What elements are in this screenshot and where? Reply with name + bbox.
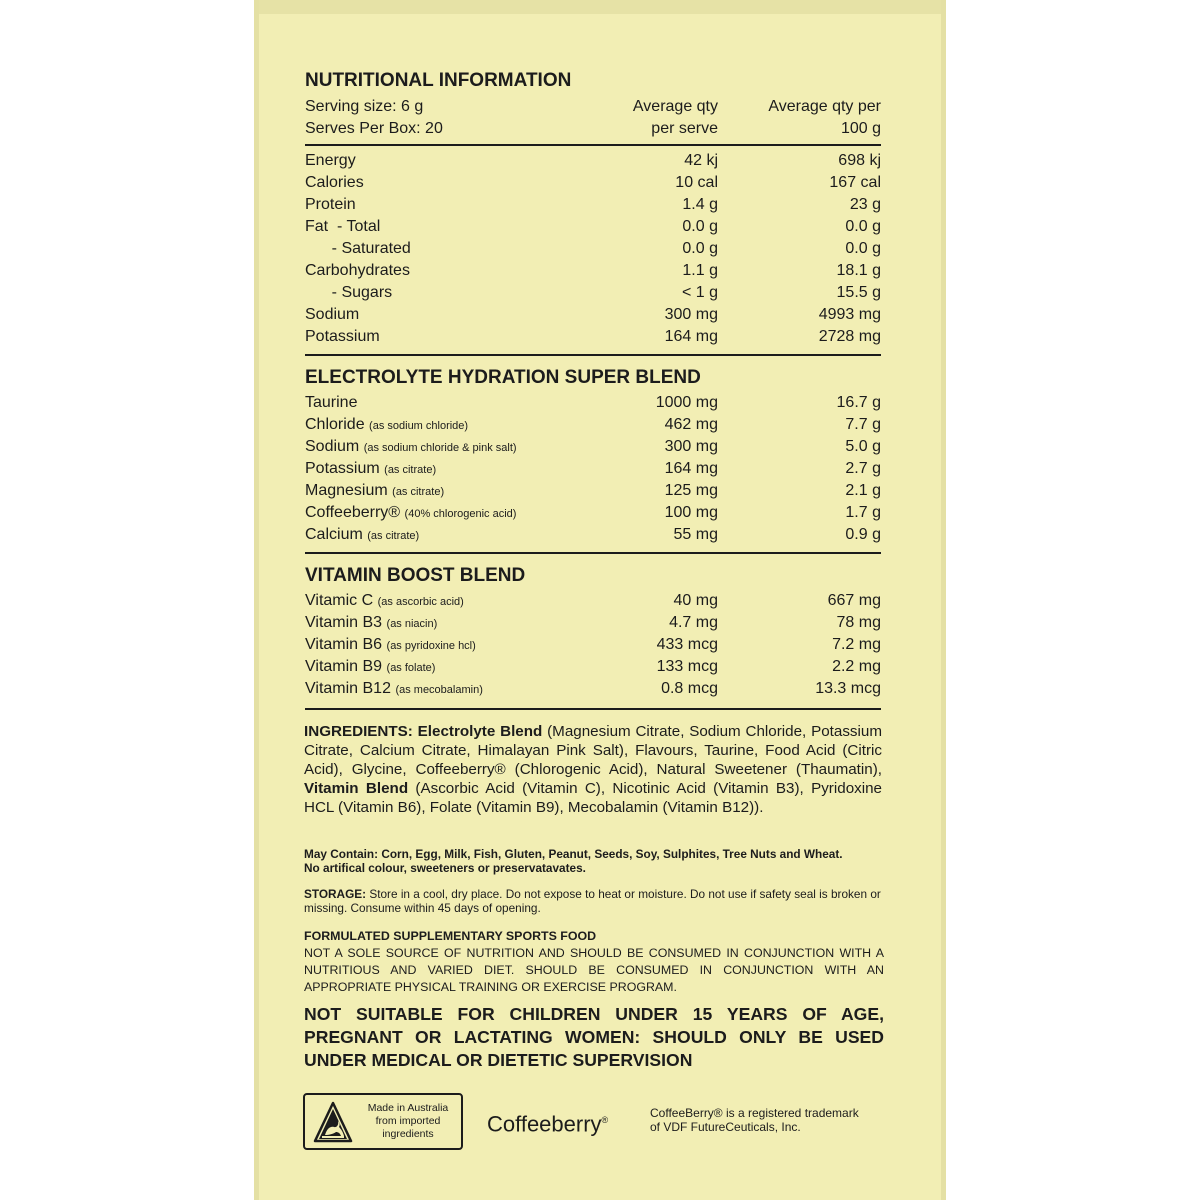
row-label (305, 524, 419, 547)
table-row (305, 480, 881, 502)
row-label (305, 480, 444, 503)
row-per-serve: 300 mg (664, 306, 718, 323)
row-label-text: Sodium (305, 306, 360, 323)
row-label-text: Taurine (305, 394, 358, 411)
row-per-100g: 18.1 g (836, 262, 881, 279)
row-per-serve: 1.4 g (682, 196, 718, 213)
storage-text: Store in a cool, dry place. Do not expose to heat or moisture. Do not use if safety seal is broken or missing. Consume within 45 days of opening. (304, 887, 881, 915)
row-per-100g: 5.0 g (845, 438, 881, 455)
table-row (305, 282, 881, 304)
made-in-line-3: ingredients (382, 1128, 434, 1140)
row-label (305, 656, 435, 679)
divider (305, 354, 881, 356)
row-per-100g: 2.7 g (845, 460, 881, 477)
row-per-100g: 15.5 g (836, 284, 881, 301)
table-row (305, 150, 881, 172)
row-per-100g: 7.7 g (845, 416, 881, 433)
trademark-line-2: of VDF FutureCeuticals, Inc. (650, 1120, 801, 1134)
row-label-note: (as pyridoxine hcl) (386, 640, 476, 652)
row-label-note: (40% chlorogenic acid) (404, 508, 517, 520)
made-in-line-1: Made in Australia (367, 1102, 449, 1114)
row-label-text: Carbohydrates (305, 262, 410, 279)
row-per-serve: 42 kj (684, 152, 718, 169)
divider (305, 552, 881, 554)
table-row (305, 326, 881, 348)
row-label-text: Calcium (305, 526, 363, 543)
col-per-serve-header-1: Average qty (632, 98, 718, 115)
row-per-serve: 1000 mg (655, 394, 718, 411)
row-label-text: Fat - Total (305, 218, 381, 235)
electrolyte-title: ELECTROLYTE HYDRATION SUPER BLEND (305, 367, 701, 388)
col-per-100g-header-2: 100 g (840, 120, 881, 137)
row-per-100g: 1.7 g (845, 504, 881, 521)
table-row (305, 172, 881, 194)
divider (305, 144, 881, 146)
row-per-100g: 78 mg (836, 614, 881, 631)
row-label (305, 216, 380, 238)
table-row (305, 238, 881, 260)
table-row (305, 590, 881, 612)
table-row (305, 634, 881, 656)
row-per-100g: 167 cal (829, 174, 881, 191)
table-row (305, 194, 881, 216)
row-label-text: Magnesium (305, 482, 388, 499)
box-right-edge (941, 0, 946, 1200)
row-per-serve: 0.0 g (682, 240, 718, 257)
row-per-100g: 2.1 g (845, 482, 881, 499)
row-label (305, 238, 411, 260)
formulated-text: NOT A SOLE SOURCE OF NUTRITION AND SHOULD BE CONSUMED IN CONJUNCTION WITH A NUTRITIOUS AND VARIED DIET. SHOULD BE CONSUMED IN CONJUNCTION WITH AN APPROPRIATE PHYSICAL TRAINING OR EXERCISE PROGRAM. (304, 946, 884, 994)
row-per-100g: 667 mg (827, 592, 881, 609)
warning-text: NOT SUITABLE FOR CHILDREN UNDER 15 YEARS OF AGE, PREGNANT OR LACTATING WOMEN: SHOULD ONLY BE USED UNDER MEDICAL OR DIETETIC SUPERVISION (304, 1004, 884, 1070)
electrolyte-blend-text: (Magnesium Citrate, Sodium Chloride, Potassium Citrate, Calcium Citrate, Himalayan Pink Salt), Flavours, Taurine, Food Acid (Citric Acid), Glycine, Coffeeberry® (Chlorogenic Acid), Natural Sweetener (Thaumatin), (304, 723, 882, 778)
row-per-serve: 433 mcg (656, 636, 718, 653)
table-row (305, 414, 881, 436)
row-label-text: Calories (305, 174, 364, 191)
row-per-serve: 0.8 mcg (661, 680, 718, 697)
row-per-serve: 55 mg (673, 526, 718, 543)
table-row (305, 458, 881, 480)
row-per-100g: 2728 mg (818, 328, 881, 345)
row-label-note: (as citrate) (384, 464, 437, 476)
col-per-100g-header-1: Average qty per (768, 98, 881, 115)
trademark-notice (650, 1106, 859, 1134)
row-per-100g: 16.7 g (836, 394, 881, 411)
table-row (305, 436, 881, 458)
storage-heading: STORAGE: (304, 887, 367, 901)
ingredients-paragraph (304, 722, 882, 817)
row-label-note: (as sodium chloride & pink salt) (363, 442, 517, 454)
row-per-serve: 0.0 g (682, 218, 718, 235)
row-label-note: (as ascorbic acid) (377, 596, 464, 608)
serving-size: Serving size: 6 g (305, 98, 424, 115)
row-label-text: Potassium (305, 328, 380, 345)
row-per-serve: 164 mg (664, 460, 718, 477)
row-label-text: Vitamic C (305, 592, 374, 609)
table-row (305, 656, 881, 678)
table-row (305, 260, 881, 282)
row-per-serve: 1.1 g (682, 262, 718, 279)
row-per-100g: 0.0 g (845, 240, 881, 257)
row-label (305, 502, 516, 525)
row-label-text: Protein (305, 196, 356, 213)
row-label (305, 282, 392, 304)
box-top-flap (254, 0, 946, 14)
row-label-note: (as niacin) (386, 618, 438, 630)
row-per-serve: 164 mg (664, 328, 718, 345)
nutrition-title: NUTRITIONAL INFORMATION (305, 70, 572, 91)
made-in-australia-badge (303, 1093, 463, 1150)
row-label (305, 172, 364, 194)
table-row (305, 524, 881, 546)
row-per-serve: 100 mg (664, 504, 718, 521)
row-label-text: Energy (305, 152, 356, 169)
coffeeberry-logo (487, 1106, 608, 1138)
box-left-edge (254, 0, 259, 1200)
row-label-text: Vitamin B6 (305, 636, 383, 653)
australian-made-kangaroo-icon (313, 1101, 353, 1143)
row-per-serve: 4.7 mg (669, 614, 718, 631)
row-label-text: - Sugars (305, 284, 393, 301)
row-label-text: Vitamin B9 (305, 658, 383, 675)
vitamin-blend-text: (Ascorbic Acid (Vitamin C), Nicotinic Acid (Vitamin B3), Pyridoxine HCL (Vitamin B6), Folate (Vitamin B9), Mecobalamin (Vitamin B12)). (304, 780, 882, 816)
row-label-text: Vitamin B12 (305, 680, 391, 697)
row-label-text: Vitamin B3 (305, 614, 383, 631)
row-label-text: - Saturated (305, 240, 411, 257)
row-per-serve: 40 mg (673, 592, 718, 609)
row-per-serve: 10 cal (675, 174, 718, 191)
row-per-serve: 125 mg (664, 482, 718, 499)
coffeeberry-logo-text: Coffeeberry (487, 1111, 602, 1137)
trademark-line-1: CoffeeBerry® is a registered trademark (650, 1106, 859, 1120)
row-per-serve: 133 mcg (656, 658, 718, 675)
row-label-note: (as citrate) (367, 530, 420, 542)
row-per-serve: 462 mg (664, 416, 718, 433)
row-label-text: Potassium (305, 460, 380, 477)
row-label-text: Sodium (305, 438, 360, 455)
col-per-serve-header-2: per serve (651, 120, 718, 137)
row-per-100g: 698 kj (838, 152, 881, 169)
divider (305, 708, 881, 710)
table-row (305, 612, 881, 634)
row-per-100g: 0.0 g (845, 218, 881, 235)
no-artificial-line: No artifical colour, sweeteners or preservatavates. (304, 861, 586, 875)
table-row (305, 216, 881, 238)
row-label (305, 392, 357, 414)
made-in-line-2: from imported (375, 1115, 441, 1127)
row-label (305, 414, 468, 437)
row-label (305, 326, 380, 348)
vitamin-blend-name: Vitamin Blend (304, 780, 409, 797)
row-label-note: (as mecobalamin) (395, 684, 483, 696)
vitamin-title: VITAMIN BOOST BLEND (305, 565, 526, 586)
row-label (305, 612, 437, 635)
made-in-label (355, 1102, 461, 1141)
row-label (305, 458, 436, 481)
table-row (305, 304, 881, 326)
row-per-100g: 7.2 mg (832, 636, 881, 653)
row-per-100g: 4993 mg (818, 306, 881, 323)
coffeeberry-logo-mark: ® (601, 1115, 609, 1125)
row-per-100g: 13.3 mcg (815, 680, 881, 697)
electrolyte-blend-name: Electrolyte Blend (417, 723, 543, 740)
row-label-note: (as folate) (386, 662, 436, 674)
row-per-serve: < 1 g (681, 284, 718, 301)
row-label (305, 634, 476, 657)
row-label (305, 678, 483, 701)
row-label-note: (as citrate) (392, 486, 445, 498)
row-label (305, 304, 359, 326)
row-label (305, 436, 517, 459)
row-label-note: (as sodium chloride) (369, 420, 469, 432)
table-row (305, 392, 881, 414)
row-label (305, 260, 410, 282)
row-per-serve: 300 mg (664, 438, 718, 455)
row-label-text: Chloride (305, 416, 365, 433)
row-per-100g: 23 g (849, 196, 881, 213)
serves-per-box: Serves Per Box: 20 (305, 120, 443, 137)
table-row (305, 678, 881, 700)
may-contain-line: May Contain: Corn, Egg, Milk, Fish, Gluten, Peanut, Seeds, Soy, Sulphites, Tree Nuts and Wheat. (304, 847, 843, 861)
ingredients-heading: INGREDIENTS: (304, 723, 413, 740)
formulated-notice (304, 928, 884, 996)
row-label (305, 590, 464, 613)
storage-notice (304, 887, 884, 915)
row-per-100g: 2.2 mg (832, 658, 881, 675)
table-row (305, 502, 881, 524)
row-label (305, 194, 356, 216)
formulated-heading: FORMULATED SUPPLEMENTARY SPORTS FOOD (304, 929, 597, 943)
row-per-100g: 0.9 g (845, 526, 881, 543)
row-label (305, 150, 356, 172)
allergen-notice (304, 847, 884, 875)
row-label-text: Coffeeberry® (305, 504, 401, 521)
